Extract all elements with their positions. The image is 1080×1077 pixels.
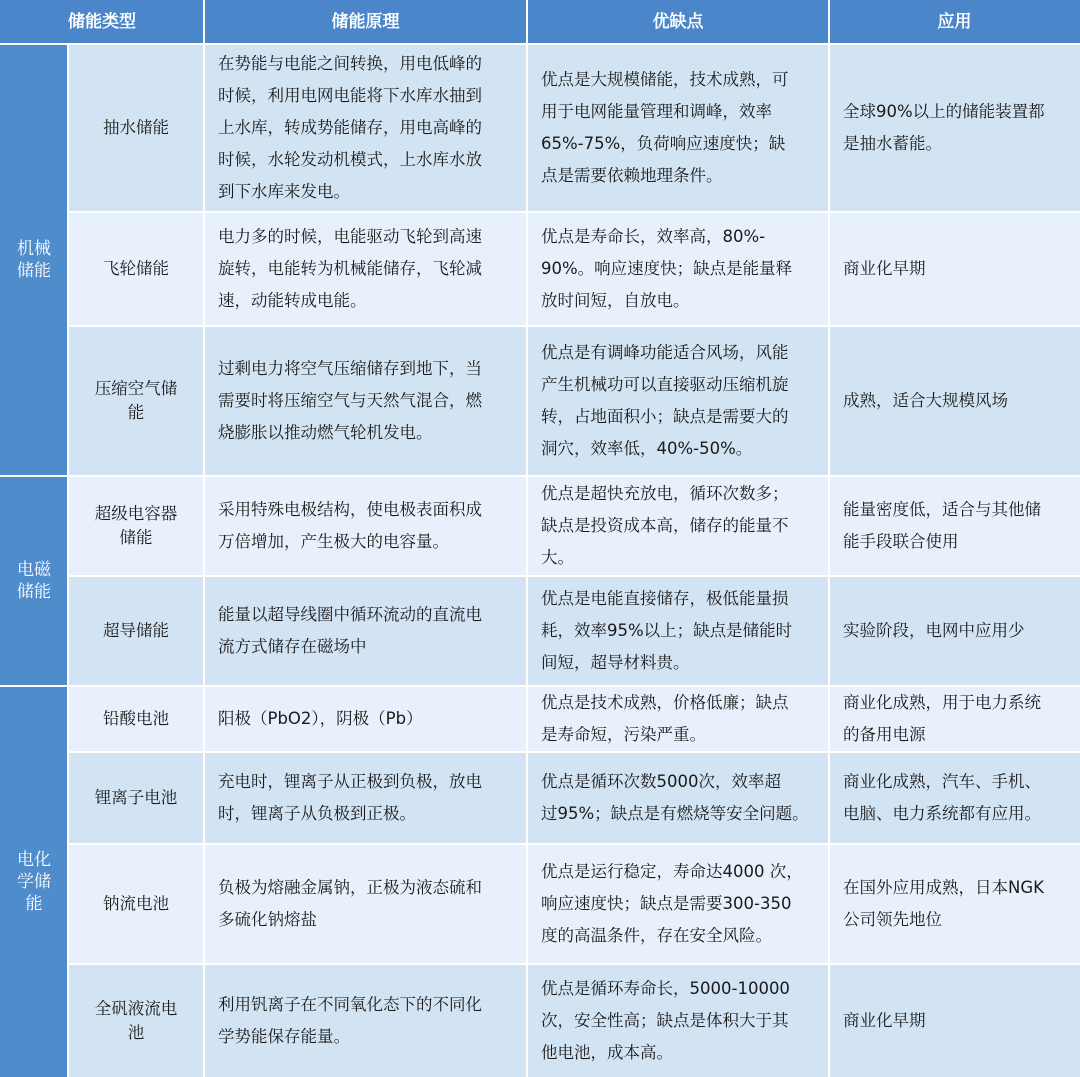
row-application: 商业化成熟，用于电力系统 的备用电源	[829, 686, 1080, 752]
group-label: 电磁 储能	[0, 476, 68, 686]
row-divider	[68, 751, 1080, 753]
header-pros-cons: 优缺点	[527, 0, 829, 44]
row-application: 商业化成熟，汽车、手机、 电脑、电力系统都有应用。	[829, 752, 1080, 844]
row-principle: 利用钒离子在不同氧化态下的不同化 学势能保存能量。	[204, 964, 527, 1077]
row-pros-cons: 优点是循环次数5000次，效率超 过95%；缺点是有燃烧等安全问题。	[527, 752, 829, 844]
column-divider	[828, 0, 830, 1077]
row-type: 超级电容器 储能	[68, 476, 204, 576]
row-type: 钠流电池	[68, 844, 204, 964]
header-principle: 储能原理	[204, 0, 527, 44]
row-divider	[68, 575, 1080, 577]
row-application: 实验阶段，电网中应用少	[829, 576, 1080, 686]
header-application: 应用	[829, 0, 1080, 44]
column-divider	[526, 0, 528, 1077]
row-divider	[68, 325, 1080, 327]
row-application: 在国外应用成熟，日本NGK 公司领先地位	[829, 844, 1080, 964]
row-type: 锂离子电池	[68, 752, 204, 844]
row-type: 超导储能	[68, 576, 204, 686]
row-type: 飞轮储能	[68, 212, 204, 326]
row-pros-cons: 优点是电能直接储存，极低能量损 耗，效率95%以上；缺点是储能时 间短，超导材料贵。	[527, 576, 829, 686]
column-divider	[67, 44, 69, 1077]
row-principle: 阳极（PbO2），阴极（Pb）	[204, 686, 527, 752]
row-principle: 能量以超导线圈中循环流动的直流电 流方式储存在磁场中	[204, 576, 527, 686]
row-application: 全球90%以上的储能装置都 是抽水蓄能。	[829, 44, 1080, 212]
row-pros-cons: 优点是循环寿命长，5000-10000 次，安全性高；缺点是体积大于其 他电池，成本高。	[527, 964, 829, 1077]
row-principle: 电力多的时候，电能驱动飞轮到高速 旋转，电能转为机械能储存，飞轮减 速，动能转成电能。	[204, 212, 527, 326]
group-label: 电化 学储 能	[0, 686, 68, 1077]
row-divider	[68, 211, 1080, 213]
row-divider	[0, 475, 1080, 477]
group-label: 机械 储能	[0, 44, 68, 476]
row-type: 铅酸电池	[68, 686, 204, 752]
row-pros-cons: 优点是寿命长，效率高，80%- 90%。响应速度快；缺点是能量释 放时间短，自放电。	[527, 212, 829, 326]
row-principle: 负极为熔融金属钠，正极为液态硫和 多硫化钠熔盐	[204, 844, 527, 964]
row-type: 压缩空气储 能	[68, 326, 204, 476]
row-principle: 充电时，锂离子从正极到负极，放电 时，锂离子从负极到正极。	[204, 752, 527, 844]
row-divider	[68, 843, 1080, 845]
row-application: 能量密度低，适合与其他储 能手段联合使用	[829, 476, 1080, 576]
row-pros-cons: 优点是有调峰功能适合风场，风能 产生机械功可以直接驱动压缩机旋 转，占地面积小；缺点是需要大的 洞穴，效率低，40%-50%。	[527, 326, 829, 476]
row-divider	[68, 963, 1080, 965]
row-type: 全矾液流电 池	[68, 964, 204, 1077]
row-pros-cons: 优点是超快充放电，循环次数多； 缺点是投资成本高，储存的能量不 大。	[527, 476, 829, 576]
row-pros-cons: 优点是大规模储能，技术成熟，可 用于电网能量管理和调峰，效率 65%-75%，负荷响应速度快；缺 点是需要依赖地理条件。	[527, 44, 829, 212]
row-application: 商业化早期	[829, 964, 1080, 1077]
column-divider	[203, 0, 205, 1077]
row-principle: 采用特殊电极结构，使电极表面积成 万倍增加，产生极大的电容量。	[204, 476, 527, 576]
header-type: 储能类型	[0, 0, 204, 44]
row-principle: 在势能与电能之间转换，用电低峰的 时候，利用电网电能将下水库水抽到 上水库，转成势能储存，用电高峰的 时候，水轮发动机模式，上水库水放 到下水库来发电。	[204, 44, 527, 212]
row-type: 抽水储能	[68, 44, 204, 212]
row-divider	[0, 685, 1080, 687]
row-pros-cons: 优点是技术成熟，价格低廉；缺点 是寿命短，污染严重。	[527, 686, 829, 752]
row-application: 成熟，适合大规模风场	[829, 326, 1080, 476]
row-divider	[0, 43, 1080, 45]
row-principle: 过剩电力将空气压缩储存到地下，当 需要时将压缩空气与天然气混合，燃 烧膨胀以推动燃气轮机发电。	[204, 326, 527, 476]
row-pros-cons: 优点是运行稳定，寿命达4000 次， 响应速度快；缺点是需要300-350 度的高温条件，存在安全风险。	[527, 844, 829, 964]
row-application: 商业化早期	[829, 212, 1080, 326]
